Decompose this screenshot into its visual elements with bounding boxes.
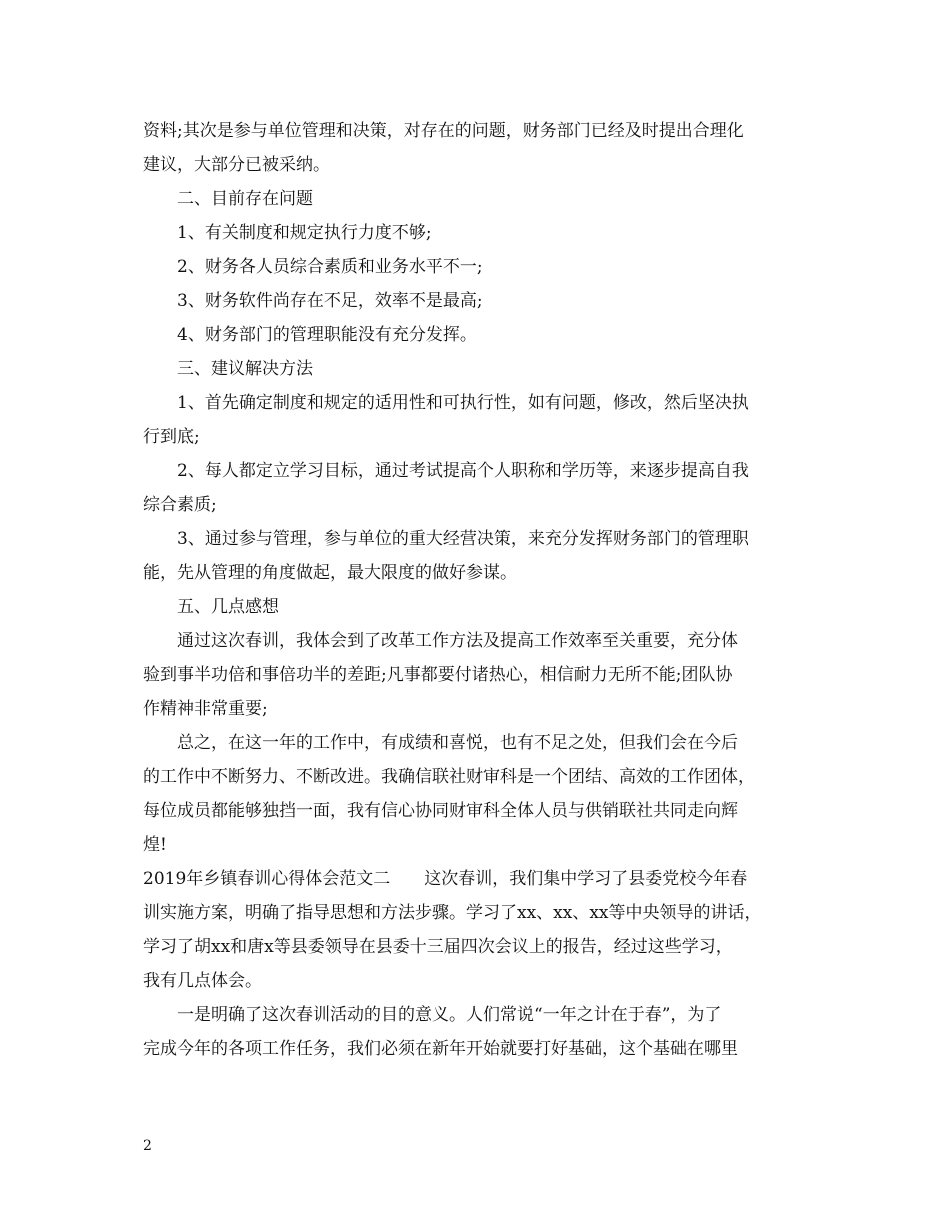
list-item: 1、有关制度和规定执行力度不够; — [177, 223, 432, 243]
body-line: 行到底; — [143, 427, 200, 447]
paragraph-line: 总之，在这一年的工作中，有成绩和喜悦，也有不足之处，但我们会在今后 — [177, 733, 738, 753]
body-line: 验到事半功倍和事倍功半的差距;凡事都要付诸热心，相信耐力无所不能;团队协 — [143, 665, 733, 685]
section-heading: 五、几点感想 — [177, 597, 279, 617]
list-item: 2、财务各人员综合素质和业务水平不一; — [177, 257, 483, 277]
body-line: 每位成员都能够独挡一面，我有信心协同财审科全体人员与供销联社共同走向辉 — [143, 801, 738, 821]
body-line: 训实施方案，明确了指导思想和方法步骤。学习了xx、xx、xx等中央领导的讲话， — [143, 903, 762, 923]
list-item: 3、通过参与管理，参与单位的重大经营决策，来充分发挥财务部门的管理职 — [177, 529, 749, 549]
body-line: 学习了胡xx和唐x等县委领导在县委十三届四次会议上的报告，经过这些学习， — [143, 937, 733, 957]
body-line: 建议，大部分已被采纳。 — [143, 155, 330, 175]
document-body — [143, 114, 823, 1066]
paragraph-line: 一是明确了这次春训活动的目的意义。人们常说“一年之计在于春”，为了 — [177, 1005, 722, 1025]
list-item: 2、每人都定立学习目标，通过考试提高个人职称和学历等，来逐步提高自我 — [177, 461, 749, 481]
body-line: 完成今年的各项工作任务，我们必须在新年开始就要打好基础，这个基础在哪里 — [143, 1039, 738, 1059]
page-number: 2 — [143, 1138, 152, 1154]
article-title-line: 2019年乡镇春训心得体会范文二 这次春训，我们集中学习了县委党校今年春 — [143, 869, 748, 889]
section-heading: 三、建议解决方法 — [177, 359, 313, 379]
paragraph-line: 通过这次春训，我体会到了改革工作方法及提高工作效率至关重要，充分体 — [177, 631, 738, 651]
body-line: 作精神非常重要; — [143, 699, 268, 719]
body-line: 资料;其次是参与单位管理和决策，对存在的问题，财务部门已经及时提出合理化 — [143, 121, 744, 141]
list-item: 1、首先确定制度和规定的适用性和可执行性，如有问题，修改，然后坚决执 — [177, 393, 749, 413]
list-item: 3、财务软件尚存在不足，效率不是最高; — [177, 291, 483, 311]
body-line: 能，先从管理的角度做起，最大限度的做好参谋。 — [143, 563, 517, 583]
list-item: 4、财务部门的管理职能没有充分发挥。 — [177, 325, 477, 345]
body-line: 综合素质; — [143, 495, 217, 515]
section-heading: 二、目前存在问题 — [177, 189, 313, 209]
body-line: 的工作中不断努力、不断改进。我确信联社财审科是一个团结、高效的工作团体， — [143, 767, 755, 787]
body-line: 煌! — [143, 835, 167, 855]
body-line: 我有几点体会。 — [143, 971, 262, 991]
